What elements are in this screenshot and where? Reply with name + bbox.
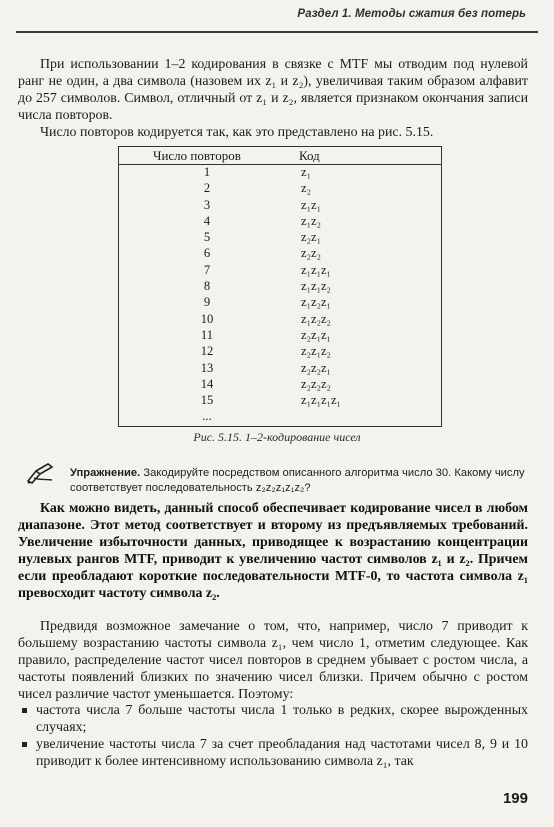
table-row [119,393,441,409]
repeat-count-cell: ... [202,409,212,424]
repeat-count-cell: 3 [203,197,211,212]
column-header-repeat-count: Число повторов [153,148,241,163]
code-cell: z₂ [301,181,311,196]
exercise-label: Упражнение. [70,467,141,479]
table-row [119,246,441,262]
repeat-count-cell: 1 [203,165,211,179]
table-row [119,198,441,214]
exercise-body: Закодируйте посредством описанного алгоритма число 30. Какому числу соответствует последовательность z₂z₂z₁z₁z₂? [70,467,525,494]
second-paragraph-block [18,618,528,703]
code-cell: z₂z₁z₂ [301,344,331,359]
code-cell: z₁z₁z₂ [301,279,331,294]
code-cell: z₂z₁z₁ [301,327,331,342]
second-paragraph: Предвидя возможное замечание о том, что, например, число 7 приводит к большему возрастанию частоты символа z₁, чем число 1, отметим следующее. Как правило, распределение частот чисел повторов в среднем убывает с ростом числа, а частоты появлений близких по значению чисел близки. Причем обычно с ростом чисел различие частот уменьшается. Поэтому: [18,619,528,702]
bullet-square-icon [22,742,27,747]
figure-reference-paragraph: Число повторов кодируется так, как это представлено на рис. 5.15. [40,125,434,140]
code-cell: z₁z₁z₁z₁ [301,393,341,408]
repeat-count-cell: 13 [200,360,214,375]
table-row [119,409,441,425]
table-row [119,279,441,295]
bullet-text: частота числа 7 больше частоты числа 1 только в редких, скорее вырожденных случаях; [36,703,528,735]
table-row [119,263,441,279]
table-header-row [119,147,441,165]
repeat-count-cell: 14 [200,376,214,391]
bullet-list [18,702,528,770]
table-row [119,165,441,181]
header-rule [16,31,538,33]
exercise-note [26,462,526,502]
code-cell: z₂z₂ [301,246,321,261]
page-number: 199 [502,790,528,807]
column-header-code: Код [299,148,320,163]
repeat-count-cell: 7 [203,262,211,277]
bullet-item [18,702,528,736]
code-cell: z₁z₂ [301,213,321,228]
running-header-title: Раздел 1. Методы сжатия без потерь [297,8,526,20]
repeat-count-cell: 6 [203,246,211,261]
table-row [119,230,441,246]
repeat-count-cell: 12 [200,344,214,359]
intro-paragraph: При использовании 1–2 кодирования в связке с MTF мы отводим под нулевой ранг не один, а два символа (назовем их z₁ и z₂), увеличивая таким образом алфавит до 257 символов. Символ, отличный от z₁ и z₂, является признаком окончания записи числа повторов. [18,57,528,123]
repeat-count-cell: 10 [200,311,214,326]
pen-exercise-icon [26,462,54,484]
bullet-square-icon [22,708,27,713]
figure-reference-block [18,124,528,141]
bold-paragraph: Как можно видеть, данный способ обеспечивает кодирование чисел в любом диапазоне. Этот метод соответствует и второму из предъявляемых требований. Увеличение избыточности данных, приводящее к возрастанию концентрации нулевых рангов MTF, приводит к увеличению частот символов z₁ и z₂. Причем если преобладают короткие последовательности MTF-0, то частота символа z₁ превосходит частоту символа z₂. [18,501,528,601]
table-row [119,361,441,377]
repeat-count-cell: 11 [200,327,214,342]
repeat-count-cell: 5 [203,230,211,245]
table-row [119,328,441,344]
table-row [119,344,441,360]
code-cell: z₁z₂z₂ [301,311,331,326]
table-row [119,181,441,197]
repeat-count-code-table [118,146,442,427]
code-cell: z₂z₁ [301,230,321,245]
bullet-item [18,736,528,770]
table-row [119,214,441,230]
table-row [119,377,441,393]
repeat-count-cell: 15 [200,393,214,408]
code-cell: z₁z₁z₁ [301,262,331,277]
table-row [119,295,441,311]
bullet-text: увеличение частоты числа 7 за счет преобладания над частотами чисел 8, 9 и 10 приводит к более интенсивному использованию символа z₁, так [36,737,528,769]
bold-paragraph-block [18,500,528,602]
code-cell: z₁ [301,165,311,179]
repeat-count-cell: 2 [203,181,211,196]
exercise-text-block [70,466,526,496]
repeat-count-cell: 4 [203,213,211,228]
code-cell: z₁z₂z₁ [301,295,331,310]
table-row [119,312,441,328]
figure-caption: Рис. 5.15. 1–2-кодирование чисел [193,430,361,444]
repeat-count-cell: 8 [203,279,211,294]
table-body [119,165,441,426]
repeat-count-cell: 9 [203,295,211,310]
code-cell: z₂z₂z₂ [301,376,331,391]
code-cell: z₁z₁ [301,197,321,212]
code-cell: z₂z₂z₁ [301,360,331,375]
intro-paragraph-block [18,56,528,124]
